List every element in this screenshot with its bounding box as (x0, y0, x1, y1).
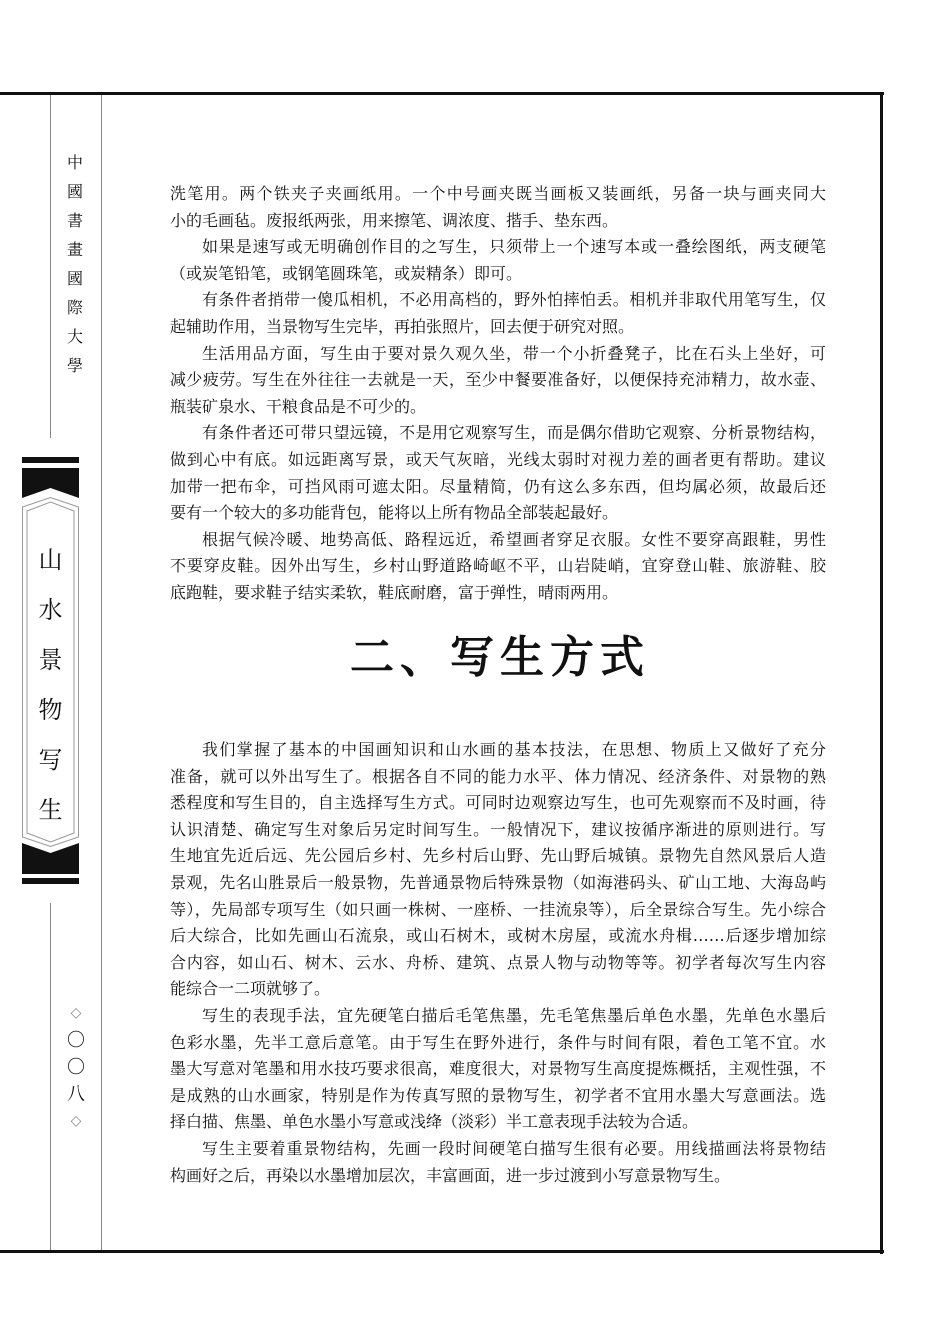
section-2-body (170, 737, 826, 1189)
page-frame-bottom-border (0, 1250, 884, 1253)
vertical-char: 八 (67, 1084, 85, 1105)
text-line: 小的毛画毡。废报纸两张，用来擦笔、调浓度、揩手、垫东西。 (170, 210, 619, 230)
sidebar-divider-line (50, 95, 51, 438)
vertical-char: 際 (66, 298, 83, 317)
text-line: 生地宜先近后远、先公园后乡村、先乡村后山野、先山野后城镇。景物先自然风景后人造 (170, 846, 826, 866)
section-1-body (170, 181, 826, 607)
paragraph (170, 1136, 826, 1189)
text-line: 等），先局部专项写生（如只画一株树、一座桥、一挂流泉等），后全景综合写生。先小综合 (170, 899, 826, 919)
vertical-char: 景 (38, 646, 63, 674)
vertical-char: 中 (66, 153, 83, 172)
vertical-char: 山 (38, 546, 63, 574)
section-heading: 二、写生方式 (350, 632, 650, 683)
text-line: 底跑鞋，要求鞋子结实柔软，鞋底耐磨，富于弹性，晴雨两用。 (170, 582, 619, 602)
text-line: 墨大写意对笔墨和用水技巧要求很高，难度很大，对景物写生高度提炼概括，主观性强，不 (170, 1059, 826, 1079)
text-line: 能综合一二项就够了。 (170, 979, 331, 999)
sidebar-divider-line (101, 95, 102, 1250)
text-line: 要有一个较大的多功能背包，能将以上所有物品全部装起最好。 (170, 503, 619, 523)
text-line: 有条件者还可带只望远镜，不是用它观察写生，而是偶尔借助它观察、分析景物结构， (202, 423, 826, 443)
page-frame-right-border (880, 92, 883, 1254)
paragraph (170, 287, 826, 340)
vertical-char: 書 (66, 211, 83, 230)
vertical-char: ◇ (70, 1005, 82, 1021)
vertical-char: 大 (66, 327, 83, 346)
text-line: 做到心中有底。如远距离写景，或天气灰暗，光线太弱时对视力差的画者更有帮助。建议 (170, 449, 826, 469)
paragraph (170, 341, 826, 421)
paragraph (170, 527, 826, 607)
text-line: 景观，先名山胜景后一般景物，先普通景物后特殊景物（如海港码头、矿山工地、大海岛屿 (170, 872, 826, 892)
text-line: 起辅助作用，当景物写生完毕，再拍张照片，回去便于研究对照。 (170, 316, 635, 336)
vertical-char: 〇 (67, 1057, 85, 1078)
text-line: 如果是速写或无明确创作目的之写生，只须带上一个速写本或一叠绘图纸，两支硬笔 (202, 237, 826, 257)
vertical-char: 〇 (67, 1030, 85, 1051)
sidebar-divider-line (50, 903, 51, 1250)
page-frame-top-border (0, 92, 884, 95)
text-line: 合内容，如山石、树木、云水、舟桥、建筑、点景人物与动物等等。初学者每次写生内容 (170, 952, 826, 972)
paragraph (170, 420, 826, 526)
vertical-char: 國 (66, 269, 83, 288)
vertical-char: 學 (66, 356, 83, 375)
text-line: 悉程度和写生目的，自主选择写生方式。可同时边观察边写生，也可先观察而不及时画，待 (170, 793, 826, 813)
text-line: 不要穿皮鞋。因外出写生，乡村山野道路崎岖不平，山岩陡峭，宜穿登山鞋、旅游鞋、胶 (170, 556, 826, 576)
vertical-char: 写 (38, 746, 63, 774)
vertical-char: 畫 (66, 240, 83, 259)
banner-top-ornament (22, 468, 79, 499)
text-line: 写生的表现手法，宜先硬笔白描后毛笔焦墨，先毛笔焦墨后单色水墨，先单色水墨后 (202, 1005, 826, 1025)
text-line: （或炭笔铅笔，或钢笔圆珠笔，或炭精条）即可。 (170, 263, 523, 283)
book-title (28, 535, 73, 835)
text-line: 洗笔用。两个铁夹子夹画纸用。一个中号画夹既当画板又装画纸，另备一块与画夹同大 (170, 184, 826, 203)
page-number (63, 1000, 89, 1135)
text-line: 色彩水墨，先半工意后意笔。由于写生在野外进行，条件与时间有限，着色工笔不宜。水 (170, 1032, 826, 1052)
paragraph (170, 234, 826, 287)
paragraph (170, 1003, 826, 1136)
vertical-char: 國 (66, 182, 83, 201)
text-line: 瓶装矿泉水、干粮食品是不可少的。 (170, 396, 427, 416)
vertical-char: 水 (38, 596, 63, 624)
vertical-char: ◇ (70, 1113, 82, 1129)
series-title (63, 148, 87, 380)
text-line: 构画好之后，再染以水墨增加层次，丰富画面，进一步过渡到小写意景物写生。 (170, 1165, 731, 1185)
vertical-char: 物 (38, 696, 63, 724)
banner-bar (22, 878, 79, 884)
banner-bottom-ornament (22, 843, 79, 874)
paragraph (170, 181, 826, 234)
text-line: 减少疲劳。写生在外往往一去就是一天，至少中餐要准备好，以便保持充沛精力，故水壶、 (170, 370, 826, 390)
text-line: 择白描、焦墨、单色水墨小写意或浅绛（淡彩）半工意表现手法较为合适。 (170, 1112, 699, 1132)
text-line: 是成熟的山水画家，特别是作为传真写照的景物写生，初学者不宜用水墨大写意画法。选 (170, 1085, 826, 1105)
text-line: 写生主要着重景物结构，先画一段时间硬笔白描写生很有必要。用线描画法将景物结 (202, 1138, 826, 1158)
banner-bar (22, 457, 79, 463)
text-line: 认识清楚、确定写生对象后另定时间写生。一般情况下，建议按循序渐进的原则进行。写 (170, 819, 826, 839)
text-line: 我们掌握了基本的中国画知识和山水画的基本技法，在思想、物质上又做好了充分 (202, 740, 826, 759)
text-line: 生活用品方面，写生由于要对景久观久坐，带一个小折叠凳子，比在石头上坐好，可 (202, 343, 826, 363)
text-line: 根据气候冷暖、地势高低、路程远近，希望画者穿足衣服。女性不要穿高跟鞋，男性 (202, 529, 826, 549)
text-line: 准备，就可以外出写生了。根据各自不同的能力水平、体力情况、经济条件、对景物的熟 (170, 766, 826, 786)
paragraph (170, 737, 826, 1003)
text-line: 有条件者捎带一傻瓜相机，不必用高档的，野外怕摔怕丢。相机并非取代用笔写生，仅 (202, 290, 826, 310)
text-line: 加带一把布伞，可挡风雨可遮太阳。尽量精简，仍有这么多东西，但均属必须，故最后还 (170, 476, 826, 496)
text-line: 后大综合，比如先画山石流泉，或山石树木，或树木房屋，或流水舟楫……后逐步增加综 (170, 926, 826, 946)
vertical-char: 生 (38, 796, 63, 824)
